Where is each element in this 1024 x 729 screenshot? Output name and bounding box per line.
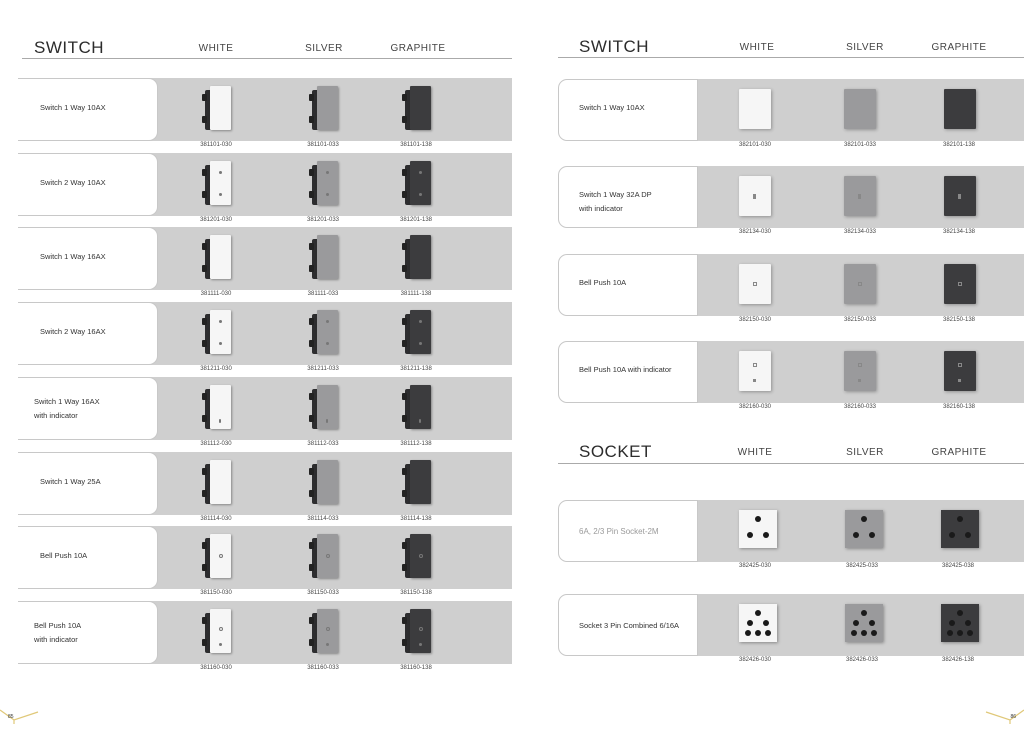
product-code: 381201-033 (306, 216, 340, 223)
row-label (40, 475, 101, 489)
product-code: 382134-030 (738, 229, 772, 235)
row-label (34, 395, 100, 423)
socket-silver (845, 604, 883, 642)
switch-plate (210, 460, 231, 504)
corner-ornament-icon (984, 684, 1024, 724)
product-image (944, 89, 976, 129)
switch-plate (317, 534, 338, 578)
right-page (512, 0, 1024, 724)
right-switch-title: SWITCH (579, 37, 650, 56)
row-label (579, 276, 626, 290)
switch-module-graphite (405, 385, 431, 429)
product-code: 381160-030 (200, 664, 232, 671)
socket-header (579, 442, 1019, 462)
switch-plate (317, 310, 338, 354)
product-image (405, 161, 431, 205)
switch-module-white (205, 385, 231, 429)
switch-plate (210, 86, 231, 130)
switch-plate-graphite (944, 264, 976, 304)
product-code: 382101-138 (942, 142, 976, 148)
switch-header-rule (558, 57, 1024, 58)
row-label-line: Bell Push 10A with indicator (579, 365, 672, 374)
corner-ornament-icon (0, 684, 40, 724)
switch-module-graphite (405, 235, 431, 279)
row-label (579, 619, 679, 633)
product-image (205, 460, 231, 504)
product-row (512, 341, 1024, 427)
row-label-line: with indicator (34, 634, 78, 644)
switch-plate-white (739, 176, 771, 216)
product-image (739, 351, 771, 391)
product-image (845, 604, 883, 642)
switch-module-silver (312, 534, 338, 578)
column-graphite: GRAPHITE (390, 43, 446, 54)
switch-plate (317, 235, 338, 279)
product-image (312, 161, 338, 205)
switch-module-graphite (405, 609, 431, 653)
label-card (18, 526, 158, 589)
socket-graphite (941, 604, 979, 642)
row-label (579, 525, 659, 539)
socket-title: SOCKET (579, 442, 652, 461)
product-image (405, 310, 431, 354)
row-label-line: Socket 3 Pin Combined 6/16A (579, 621, 680, 630)
product-image (205, 310, 231, 354)
switch-plate (410, 534, 431, 578)
switch-module-silver (312, 161, 338, 205)
switch-plate (410, 385, 431, 429)
switch-module-graphite (405, 534, 431, 578)
switch-module-white (205, 460, 231, 504)
left-page (0, 0, 512, 724)
product-code: 381101-030 (200, 142, 232, 148)
row-label (40, 176, 106, 190)
product-code: 381150-033 (307, 590, 339, 597)
product-image (405, 235, 431, 279)
switch-plate (410, 235, 431, 279)
product-image (205, 385, 231, 429)
column-white: WHITE (739, 42, 775, 53)
product-image (739, 510, 777, 548)
switch-module-white (205, 235, 231, 279)
column-silver: SILVER (305, 43, 343, 54)
switch-module-silver (312, 310, 338, 354)
switch-plate-white (739, 351, 771, 391)
product-code: 382150-033 (843, 317, 877, 323)
product-image (405, 534, 431, 578)
switch-plate-white (739, 264, 771, 304)
product-image (312, 609, 338, 653)
product-row (512, 166, 1024, 252)
socket-row (512, 594, 1024, 674)
switch-plate (317, 86, 338, 130)
switch-module-silver (312, 86, 338, 130)
switch-module-silver (312, 385, 338, 429)
product-code: 381112-138 (400, 440, 432, 447)
switch-module-silver (312, 235, 338, 279)
switch-module-silver (312, 460, 338, 504)
product-code: 382101-033 (843, 142, 877, 148)
product-code: 382426-030 (738, 657, 772, 663)
switch-plate (410, 460, 431, 504)
product-image (312, 235, 338, 279)
switch-plate (317, 161, 338, 205)
switch-plate (210, 385, 231, 429)
product-image (405, 86, 431, 130)
row-label-line: Switch 1 Way 32A DP (579, 190, 652, 199)
switch-plate-silver (844, 351, 876, 391)
row-label (579, 101, 645, 115)
product-code: 381111-030 (200, 291, 232, 298)
switch-plate (410, 310, 431, 354)
column-graphite: GRAPHITE (931, 42, 987, 53)
switch-plate-silver (844, 89, 876, 129)
product-code: 381211-030 (200, 366, 232, 373)
switch-plate-graphite (944, 89, 976, 129)
label-card (558, 79, 698, 141)
switch-plate (410, 609, 431, 653)
switch-module-graphite (405, 161, 431, 205)
switch-plate (317, 460, 338, 504)
page-number: 85 (8, 714, 14, 720)
row-label-line: Switch 1 Way 16AX (40, 252, 106, 262)
product-code: 381101-033 (307, 142, 339, 148)
product-code: 381211-033 (307, 366, 339, 373)
product-row (512, 79, 1024, 165)
switch-plate (410, 86, 431, 130)
product-image (844, 351, 876, 391)
page-number: 86 (1010, 714, 1016, 720)
product-row (0, 601, 512, 675)
product-code: 382160-033 (843, 404, 877, 410)
product-row (0, 377, 512, 451)
switch-plate (210, 609, 231, 653)
product-code: 382426-138 (941, 657, 975, 663)
product-row (0, 78, 512, 152)
switch-plate-silver (844, 264, 876, 304)
product-image (312, 310, 338, 354)
product-code: 381114-138 (400, 515, 432, 522)
switch-plate-graphite (944, 176, 976, 216)
switch-module-graphite (405, 310, 431, 354)
product-code: 381160-033 (307, 664, 339, 671)
product-image (205, 534, 231, 578)
label-card (558, 594, 698, 656)
row-label (40, 101, 106, 115)
product-image (205, 235, 231, 279)
switch-plate (410, 161, 431, 205)
row-label-line: Switch 2 Way 16AX (40, 327, 106, 337)
switch-plate-silver (844, 176, 876, 216)
product-code: 381160-138 (400, 664, 432, 671)
product-code: 382160-138 (942, 404, 976, 410)
switch-module-white (205, 609, 231, 653)
header-rule (22, 58, 512, 59)
label-card (18, 452, 158, 515)
product-image (312, 460, 338, 504)
switch-plate (210, 235, 231, 279)
switch-module-white (205, 86, 231, 130)
row-label-line: Bell Push 10A (34, 620, 82, 630)
product-code: 381201-030 (199, 216, 233, 223)
product-image (312, 385, 338, 429)
row-label-line: 6A, 2/3 Pin Socket-2M (579, 527, 659, 536)
product-code: 381112-033 (307, 440, 339, 447)
label-card (18, 227, 158, 290)
product-code: 382134-138 (942, 229, 976, 235)
product-image (844, 89, 876, 129)
product-code: 382425-038 (941, 563, 975, 569)
socket-row (512, 500, 1024, 580)
row-label-line: Switch 1 Way 25A (40, 476, 101, 486)
label-card (18, 377, 158, 440)
row-label-line: Bell Push 10A (40, 551, 88, 561)
corner-ornament (984, 684, 1024, 724)
row-label-line: Switch 2 Way 10AX (40, 177, 106, 187)
product-row (0, 452, 512, 526)
label-card (558, 166, 698, 228)
switch-plate (210, 534, 231, 578)
column-white: WHITE (737, 447, 773, 458)
label-card (18, 78, 158, 141)
socket-white (739, 510, 777, 548)
label-card (18, 302, 158, 365)
product-image (205, 86, 231, 130)
switch-plate-white (739, 89, 771, 129)
product-code: 381114-030 (200, 515, 232, 522)
product-code: 382426-033 (845, 657, 879, 663)
product-code: 381111-138 (400, 291, 432, 298)
column-white: WHITE (198, 43, 234, 54)
label-card (558, 341, 698, 403)
row-label (579, 363, 672, 377)
product-image (944, 351, 976, 391)
product-row (0, 302, 512, 376)
switch-module-white (205, 161, 231, 205)
socket-graphite (941, 510, 979, 548)
switch-plate (210, 310, 231, 354)
left-switch-header (34, 38, 514, 58)
row-label-line: Switch 1 Way 10AX (40, 103, 106, 112)
product-image (405, 385, 431, 429)
product-code: 381211-138 (400, 366, 432, 373)
product-code: 381114-033 (307, 515, 339, 522)
product-row (512, 254, 1024, 340)
socket-white (739, 604, 777, 642)
row-label-line: Bell Push 10A (579, 278, 627, 287)
product-image (844, 264, 876, 304)
product-row (0, 526, 512, 600)
product-code: 381201-138 (399, 216, 433, 223)
product-image (944, 264, 976, 304)
switch-plate (317, 609, 338, 653)
product-image (941, 510, 979, 548)
product-image (205, 609, 231, 653)
product-image (405, 460, 431, 504)
product-code: 381101-138 (400, 142, 432, 148)
product-image (941, 604, 979, 642)
product-image (739, 604, 777, 642)
row-label (34, 619, 81, 647)
row-label-line: Switch 1 Way 16AX (34, 396, 100, 406)
row-label (40, 325, 106, 339)
switch-module-white (205, 310, 231, 354)
product-image (205, 161, 231, 205)
product-image (739, 89, 771, 129)
product-code: 381112-030 (200, 440, 232, 447)
product-image (944, 176, 976, 216)
column-graphite: GRAPHITE (931, 447, 987, 458)
column-silver: SILVER (846, 447, 884, 458)
product-code: 382101-030 (738, 142, 772, 148)
row-label (579, 188, 652, 216)
product-image (844, 176, 876, 216)
product-image (845, 510, 883, 548)
switch-plate (317, 385, 338, 429)
socket-silver (845, 510, 883, 548)
label-card (558, 254, 698, 316)
product-row (0, 227, 512, 301)
product-code: 382425-030 (738, 563, 772, 569)
product-code: 382150-030 (738, 317, 772, 323)
product-code: 381150-138 (400, 590, 432, 597)
product-code: 382150-138 (942, 317, 976, 323)
row-label-line: with indicator (579, 204, 623, 213)
product-code: 381111-033 (307, 291, 339, 298)
row-label-line: Switch 1 Way 10AX (579, 103, 645, 112)
label-card (18, 153, 158, 216)
row-label-line: with indicator (34, 410, 78, 420)
product-image (739, 264, 771, 304)
label-card (558, 500, 698, 562)
product-image (739, 176, 771, 216)
product-row (0, 153, 512, 227)
left-section-title: SWITCH (34, 38, 105, 57)
product-image (405, 609, 431, 653)
product-image (312, 534, 338, 578)
label-card (18, 601, 158, 664)
socket-header-rule (558, 463, 1024, 464)
row-label (40, 549, 87, 563)
product-code: 382160-030 (738, 404, 772, 410)
switch-module-graphite (405, 460, 431, 504)
column-silver: SILVER (846, 42, 884, 53)
product-image (312, 86, 338, 130)
switch-plate (210, 161, 231, 205)
corner-ornament (0, 684, 40, 724)
row-label (40, 250, 106, 264)
switch-module-graphite (405, 86, 431, 130)
product-code: 382134-033 (843, 229, 877, 235)
product-code: 381150-030 (200, 590, 232, 597)
product-code: 382425-033 (845, 563, 879, 569)
switch-module-white (205, 534, 231, 578)
switch-module-silver (312, 609, 338, 653)
right-switch-header (579, 37, 1019, 57)
switch-plate-graphite (944, 351, 976, 391)
